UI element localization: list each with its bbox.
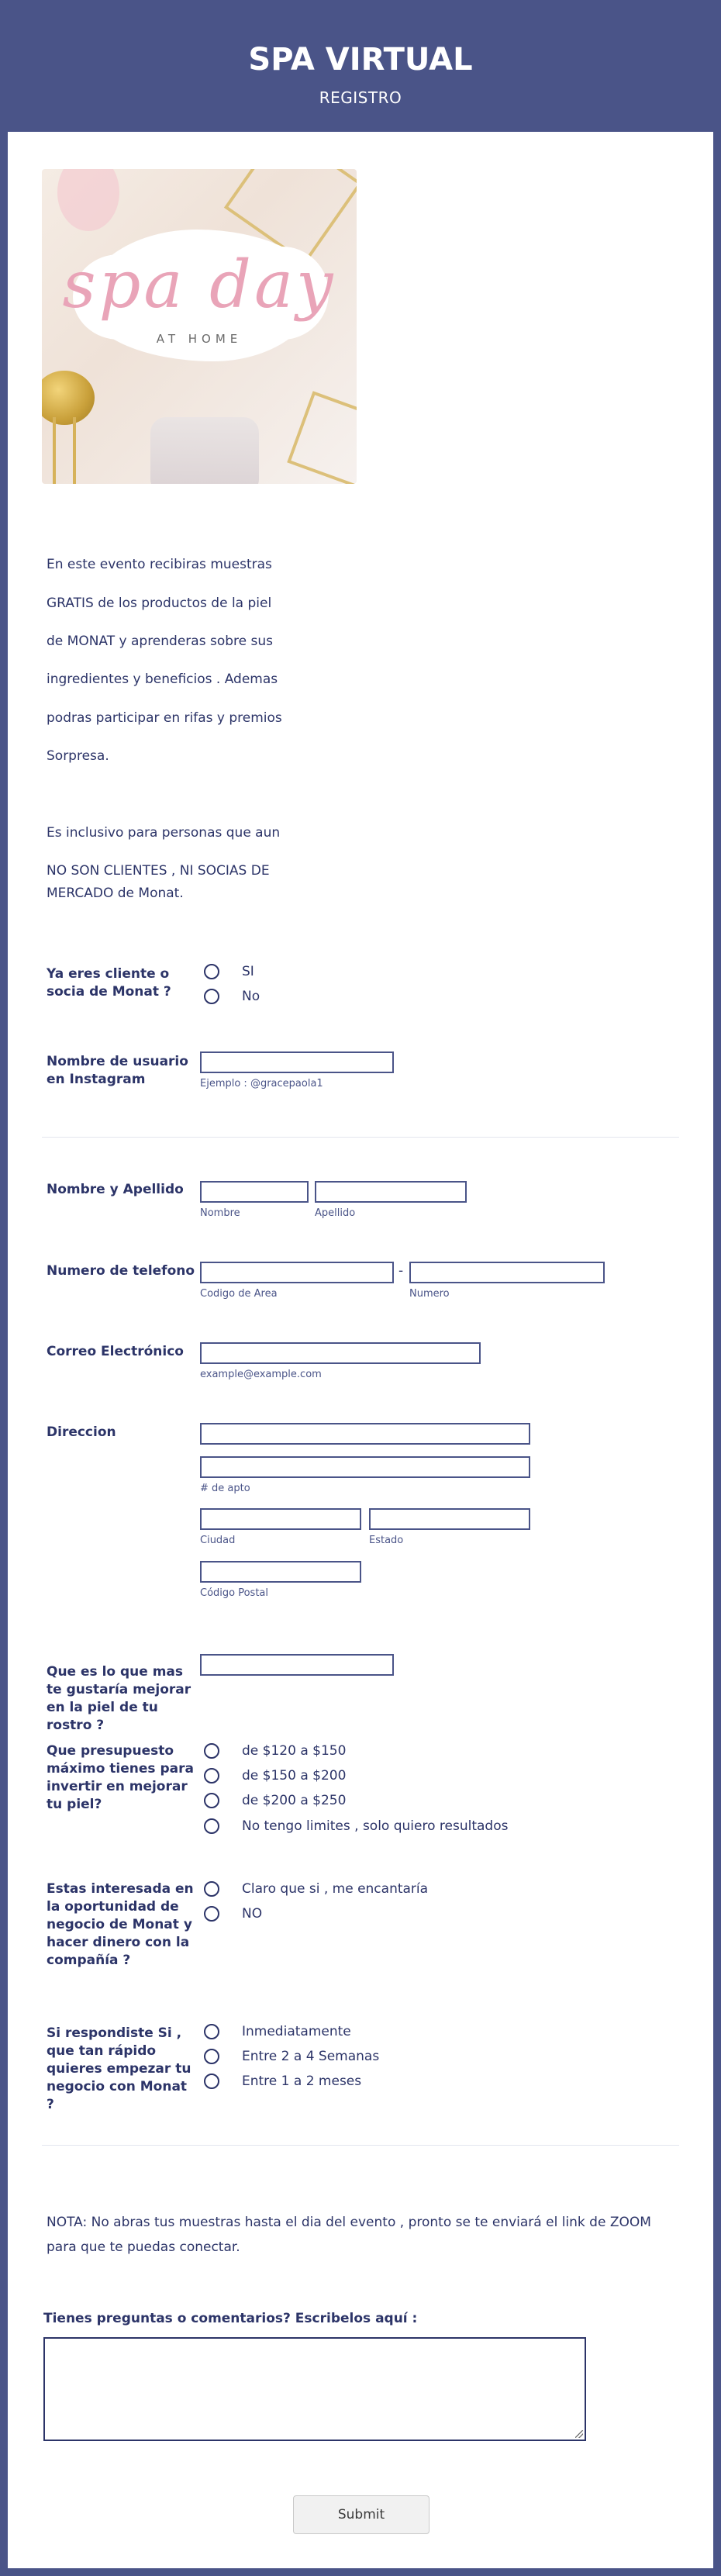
postal-code-input[interactable]: [200, 1561, 361, 1583]
radio-option-claro-que-si[interactable]: [204, 1880, 428, 1898]
radio-label: No: [242, 989, 260, 1004]
form-title: SPA VIRTUAL: [248, 42, 473, 78]
feather-decoration: [57, 169, 119, 231]
street-address-input[interactable]: [200, 1423, 530, 1445]
direccion-label: Direccion: [47, 1424, 116, 1440]
submit-button[interactable]: Submit: [293, 2495, 429, 2534]
radio-option-120-150[interactable]: [204, 1742, 346, 1760]
spa-day-script: spa day: [62, 247, 336, 323]
radio-label: SI: [242, 964, 254, 979]
bowl-stand: [73, 417, 76, 484]
radio-label: Entre 1 a 2 meses: [242, 2074, 362, 2089]
phone-number-input[interactable]: [409, 1262, 605, 1283]
comments-label: Tienes preguntas o comentarios? Escribelos aquí :: [43, 2311, 418, 2326]
intro-line: Es inclusivo para personas que aun: [47, 825, 281, 841]
phone-separator: -: [398, 1263, 404, 1279]
at-home-text: AT HOME: [156, 332, 243, 346]
radio-button-icon[interactable]: [204, 989, 219, 1004]
form-subtitle: REGISTRO: [319, 88, 402, 107]
radio-label: de $200 a $250: [242, 1793, 347, 1808]
last-name-input[interactable]: [315, 1181, 467, 1203]
radio-option-1-2-meses[interactable]: [204, 2072, 361, 2091]
radio-option-no-limit[interactable]: [204, 1817, 508, 1835]
last-name-sublabel: Apellido: [315, 1207, 356, 1219]
section-divider: [42, 1137, 679, 1138]
intro-line: Sorpresa.: [47, 748, 109, 764]
radio-label: Entre 2 a 4 Semanas: [242, 2049, 380, 2064]
mejorar-input[interactable]: [200, 1654, 394, 1676]
phone-number-sublabel: Numero: [409, 1288, 450, 1300]
resize-grip-icon[interactable]: [575, 2430, 583, 2438]
email-input[interactable]: [200, 1342, 481, 1364]
comments-textarea[interactable]: [43, 2337, 586, 2441]
intro-line: ingredientes y beneficios . Ademas: [47, 672, 278, 687]
intro-line: podras participar en rifas y premios: [47, 710, 282, 726]
apartment-sublabel: # de apto: [200, 1483, 250, 1494]
intro-line: NO SON CLIENTES , NI SOCIAS DE: [47, 863, 270, 879]
radio-option-no[interactable]: [204, 987, 260, 1006]
radio-label: Inmediatamente: [242, 2024, 351, 2039]
bowl-stand: [53, 417, 56, 484]
radio-option-150-200[interactable]: [204, 1766, 346, 1785]
radio-label: No tengo limites , solo quiero resultados: [242, 1818, 509, 1834]
instagram-hint: Ejemplo : @gracepaola1: [200, 1078, 323, 1089]
state-input[interactable]: [369, 1508, 530, 1530]
radio-option-no[interactable]: [204, 1904, 262, 1923]
mejorar-label: Que es lo que mas te gustaría mejorar en la piel de tu rostro ?: [47, 1664, 191, 1733]
radio-button-icon[interactable]: [204, 2074, 219, 2089]
first-name-input[interactable]: [200, 1181, 309, 1203]
spa-day-image: [42, 169, 357, 484]
form-page: [8, 8, 713, 2568]
form-header: [8, 8, 713, 132]
nombre-label: Nombre y Apellido: [47, 1182, 184, 1197]
radio-button-icon[interactable]: [204, 1881, 219, 1897]
radio-label: de $150 a $200: [242, 1768, 347, 1784]
intro-line: GRATIS de los productos de la piel: [47, 596, 272, 611]
gold-wire-decoration: [287, 391, 357, 484]
instagram-label: Nombre de usuario en Instagram: [47, 1054, 188, 1087]
nota-line: para que te puedas conectar.: [47, 2239, 240, 2255]
city-input[interactable]: [200, 1508, 361, 1530]
glass-jar: [150, 417, 259, 484]
instagram-input[interactable]: [200, 1051, 394, 1073]
cliente-label: Ya eres cliente o socia de Monat ?: [47, 966, 171, 1000]
intro-line: de MONAT y aprenderas sobre sus: [47, 634, 273, 649]
area-code-sublabel: Codigo de Area: [200, 1288, 278, 1300]
radio-button-icon[interactable]: [204, 1818, 219, 1834]
intro-line: En este evento recibiras muestras: [47, 557, 272, 572]
radio-button-icon[interactable]: [204, 1743, 219, 1759]
rapido-label: Si respondiste Si , que tan rápido quieres empezar tu negocio con Monat ?: [47, 2025, 191, 2112]
city-sublabel: Ciudad: [200, 1535, 236, 1546]
radio-option-si[interactable]: [204, 962, 254, 981]
radio-button-icon[interactable]: [204, 2024, 219, 2039]
radio-button-icon[interactable]: [204, 964, 219, 979]
telefono-label: Numero de telefono: [47, 1263, 195, 1279]
state-sublabel: Estado: [369, 1535, 404, 1546]
gold-bowl: [42, 371, 95, 425]
email-hint: example@example.com: [200, 1369, 322, 1380]
section-divider: [42, 2145, 679, 2146]
presupuesto-label: Que presupuesto máximo tienes para invertir en mejorar tu piel?: [47, 1743, 194, 1812]
radio-option-200-250[interactable]: [204, 1791, 346, 1810]
radio-button-icon[interactable]: [204, 1793, 219, 1808]
area-code-input[interactable]: [200, 1262, 394, 1283]
intro-line: MERCADO de Monat.: [47, 886, 184, 901]
radio-option-2-4-semanas[interactable]: [204, 2047, 379, 2066]
radio-button-icon[interactable]: [204, 1768, 219, 1784]
apartment-input[interactable]: [200, 1456, 530, 1478]
radio-button-icon[interactable]: [204, 1906, 219, 1922]
radio-label: Claro que si , me encantaría: [242, 1881, 429, 1897]
radio-option-inmediatamente[interactable]: [204, 2022, 351, 2041]
first-name-sublabel: Nombre: [200, 1207, 240, 1219]
radio-label: NO: [242, 1906, 263, 1922]
radio-button-icon[interactable]: [204, 2049, 219, 2064]
radio-label: de $120 a $150: [242, 1743, 347, 1759]
oportunidad-label: Estas interesada en la oportunidad de negocio de Monat y hacer dinero con la compañía ?: [47, 1881, 194, 1968]
correo-label: Correo Electrónico: [47, 1344, 184, 1359]
nota-line: NOTA: No abras tus muestras hasta el dia del evento , pronto se te enviará el link de ZOOM: [47, 2215, 651, 2230]
postal-code-sublabel: Código Postal: [200, 1587, 269, 1599]
